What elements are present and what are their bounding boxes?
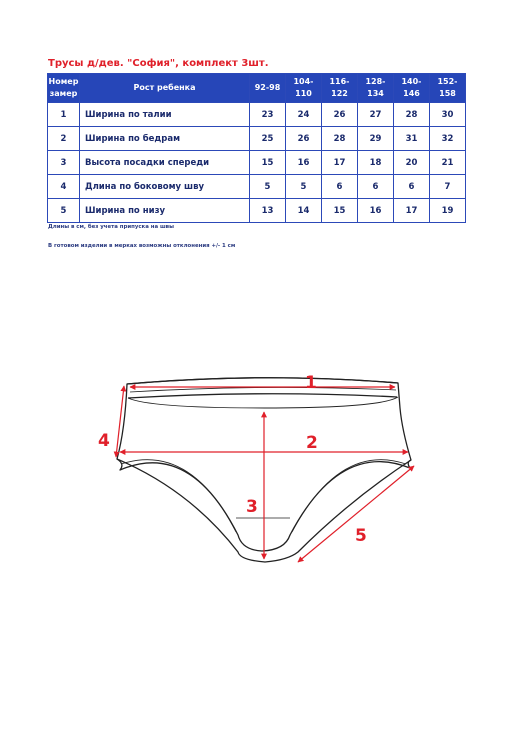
cell-value: 13 — [250, 199, 286, 223]
header-size: 116-122 — [322, 74, 358, 103]
cell-value: 5 — [250, 175, 286, 199]
cell-value: 17 — [394, 199, 430, 223]
row-label: Длина по боковому шву — [80, 175, 250, 199]
cell-value: 15 — [322, 199, 358, 223]
cell-value: 32 — [430, 127, 466, 151]
cell-value: 21 — [430, 151, 466, 175]
cell-value: 23 — [250, 103, 286, 127]
cell-value: 6 — [322, 175, 358, 199]
row-label: Высота посадки спереди — [80, 151, 250, 175]
label-5: 5 — [355, 526, 367, 546]
row-label: Ширина по бедрам — [80, 127, 250, 151]
cell-value: 15 — [250, 151, 286, 175]
header-size: 152-158 — [430, 74, 466, 103]
label-3: 3 — [246, 497, 258, 517]
cell-value: 16 — [358, 199, 394, 223]
cell-value: 18 — [358, 151, 394, 175]
row-num: 5 — [48, 199, 80, 223]
cell-value: 28 — [394, 103, 430, 127]
cell-value: 25 — [250, 127, 286, 151]
cell-value: 28 — [322, 127, 358, 151]
label-4: 4 — [98, 431, 110, 451]
cell-value: 30 — [430, 103, 466, 127]
cell-value: 16 — [286, 151, 322, 175]
header-label: Рост ребенка — [80, 74, 250, 103]
header-size: 104-110 — [286, 74, 322, 103]
product-title: Трусы д/дев. "София", комплект 3шт. — [48, 58, 269, 69]
row-label: Ширина по низу — [80, 199, 250, 223]
measure-arrows — [116, 386, 414, 562]
header-size: 128-134 — [358, 74, 394, 103]
cell-value: 29 — [358, 127, 394, 151]
cell-value: 17 — [322, 151, 358, 175]
cell-value: 14 — [286, 199, 322, 223]
cell-value: 19 — [430, 199, 466, 223]
cell-value: 31 — [394, 127, 430, 151]
note-units: Длины в см, без учета припуска на швы — [48, 224, 174, 230]
row-num: 1 — [48, 103, 80, 127]
header-num: Номер замер — [48, 74, 80, 103]
header-size: 140-146 — [394, 74, 430, 103]
arrow-5 — [298, 466, 414, 562]
cell-value: 27 — [358, 103, 394, 127]
header-size: 92-98 — [250, 74, 286, 103]
label-2: 2 — [306, 433, 318, 453]
cell-value: 24 — [286, 103, 322, 127]
note-tolerance: В готовом изделии в мерках возможны отклонения +/- 1 см — [48, 243, 236, 249]
cell-value: 6 — [394, 175, 430, 199]
cell-value: 26 — [286, 127, 322, 151]
cell-value: 7 — [430, 175, 466, 199]
cell-value: 6 — [358, 175, 394, 199]
cell-value: 26 — [322, 103, 358, 127]
label-1: 1 — [305, 373, 317, 393]
row-label: Ширина по талии — [80, 103, 250, 127]
row-num: 2 — [48, 127, 80, 151]
cell-value: 20 — [394, 151, 430, 175]
row-num: 4 — [48, 175, 80, 199]
cell-value: 5 — [286, 175, 322, 199]
row-num: 3 — [48, 151, 80, 175]
